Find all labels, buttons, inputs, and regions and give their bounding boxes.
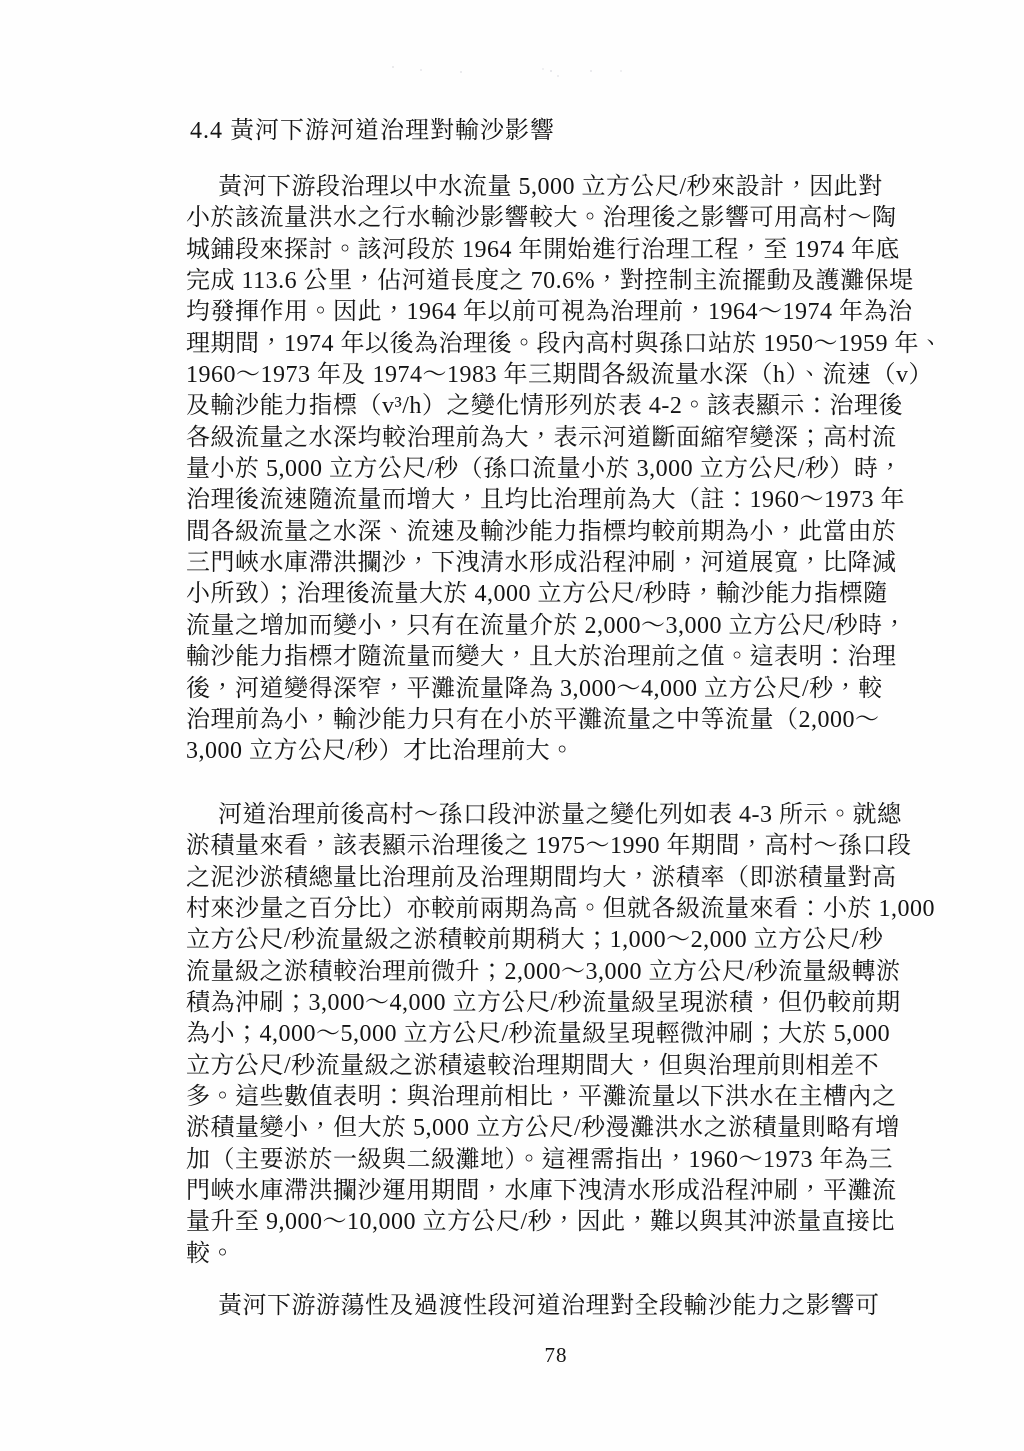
text-line: 立方公尺/秒流量級之淤積遠較治理期間大，但與治理前則相差不: [186, 1052, 880, 1079]
text-line: 理期間，1974 年以後為治理後。段內高村與孫口站於 1950～1959 年、: [186, 330, 944, 357]
text-line: 間各級流量之水深、流速及輸沙能力指標均較前期為小，此當由於: [186, 518, 897, 545]
paragraph-deposition-changes: [186, 800, 935, 1270]
text-line: 後，河道變得深窄，平灘流量降為 3,000～4,000 立方公尺/秒，較: [186, 675, 883, 702]
text-line: 各級流量之水深均較治理前為大，表示河道斷面縮窄變深；高村流: [186, 424, 897, 451]
text-line: 黃河下游游蕩性及過渡性段河道治理對全段輸沙能力之影響可: [218, 1293, 880, 1319]
text-line: 3,000 立方公尺/秒）才比治理前大。: [186, 738, 575, 765]
text-line: 之泥沙淤積總量比治理前及治理期間均大，淤積率（即淤積量對高: [186, 864, 897, 891]
text-line: 小於該流量洪水之行水輸沙影響較大。治理後之影響可用高村～陶: [186, 205, 897, 232]
text-line: 小所致）；治理後流量大於 4,000 立方公尺/秒時，輸沙能力指標隨: [186, 581, 888, 608]
text-line: 城鋪段來探討。該河段於 1964 年開始進行治理工程，至 1974 年底: [186, 236, 900, 263]
text-line: 輸沙能力指標才隨流量而變大，且大於治理前之值。這表明：治理: [186, 644, 897, 671]
text-line: 較。: [186, 1240, 235, 1267]
text-line: 河道治理前後高村～孫口段沖淤量之變化列如表 4-3 所示。就總: [218, 802, 902, 828]
text-line: 多。這些數值表明：與治理前相比，平灘流量以下洪水在主槽內之: [186, 1084, 897, 1111]
text-line: 均發揮作用。因此，1964 年以前可視為治理前，1964～1974 年為治: [186, 299, 913, 326]
page-number: 78: [544, 1343, 568, 1367]
text-line: 1960～1973 年及 1974～1983 年三期間各級流量水深（h）、流速（v）: [186, 362, 933, 389]
text-line: 流量級之淤積較治理前微升；2,000～3,000 立方公尺/秒流量級轉淤: [186, 958, 901, 985]
paragraph-closing-line: [186, 1291, 880, 1322]
section-heading: 4.4 黃河下游河道治理對輸沙影響: [190, 118, 555, 144]
text-line: 治理後流速隨流量而增大，且均比治理前為大（註：1960～1973 年: [186, 487, 905, 514]
text-line: 及輸沙能力指標（v³/h）之變化情形列於表 4-2。該表顯示：治理後: [186, 393, 903, 420]
text-line: 流量之增加而變小，只有在流量介於 2,000～3,000 立方公尺/秒時，: [186, 612, 908, 639]
text-line: 量小於 5,000 立方公尺/秒（孫口流量小於 3,000 立方公尺/秒）時，: [186, 456, 903, 483]
text-line: 加（主要淤於一級與二級灘地）。這裡需指出，1960～1973 年為三: [186, 1146, 893, 1173]
text-line: 為小；4,000～5,000 立方公尺/秒流量級呈現輕微沖刷；大於 5,000: [186, 1021, 891, 1048]
text-line: 積為沖刷；3,000～4,000 立方公尺/秒流量級呈現淤積，但仍較前期: [186, 990, 901, 1017]
paragraph-treatment-effects: [186, 172, 944, 768]
text-line: 黃河下游段治理以中水流量 5,000 立方公尺/秒來設計，因此對: [218, 174, 883, 200]
text-line: 村來沙量之百分比）亦較前兩期為高。但就各級流量來看：小於 1,000: [186, 896, 935, 923]
text-column: [186, 0, 944, 1451]
text-line: 完成 113.6 公里，佔河道長度之 70.6%，對控制主流擺動及護灘保堤: [186, 268, 914, 295]
text-line: 淤積量來看，該表顯示治理後之 1975～1990 年期間，高村～孫口段: [186, 833, 912, 860]
text-line: 量升至 9,000～10,000 立方公尺/秒，因此，難以與其沖淤量直接比: [186, 1209, 896, 1236]
text-line: 三門峽水庫滯洪攔沙，下洩清水形成沿程沖刷，河道展寬，比降減: [186, 550, 897, 577]
text-line: 淤積量變小，但大於 5,000 立方公尺/秒漫灘洪水之淤積量則略有增: [186, 1115, 900, 1142]
text-line: 門峽水庫滯洪攔沙運用期間，水庫下洩清水形成沿程沖刷，平灘流: [186, 1178, 897, 1205]
text-line: 治理前為小，輸沙能力只有在小於平灘流量之中等流量（2,000～: [186, 706, 880, 733]
text-line: 立方公尺/秒流量級之淤積較前期稍大；1,000～2,000 立方公尺/秒: [186, 927, 884, 954]
